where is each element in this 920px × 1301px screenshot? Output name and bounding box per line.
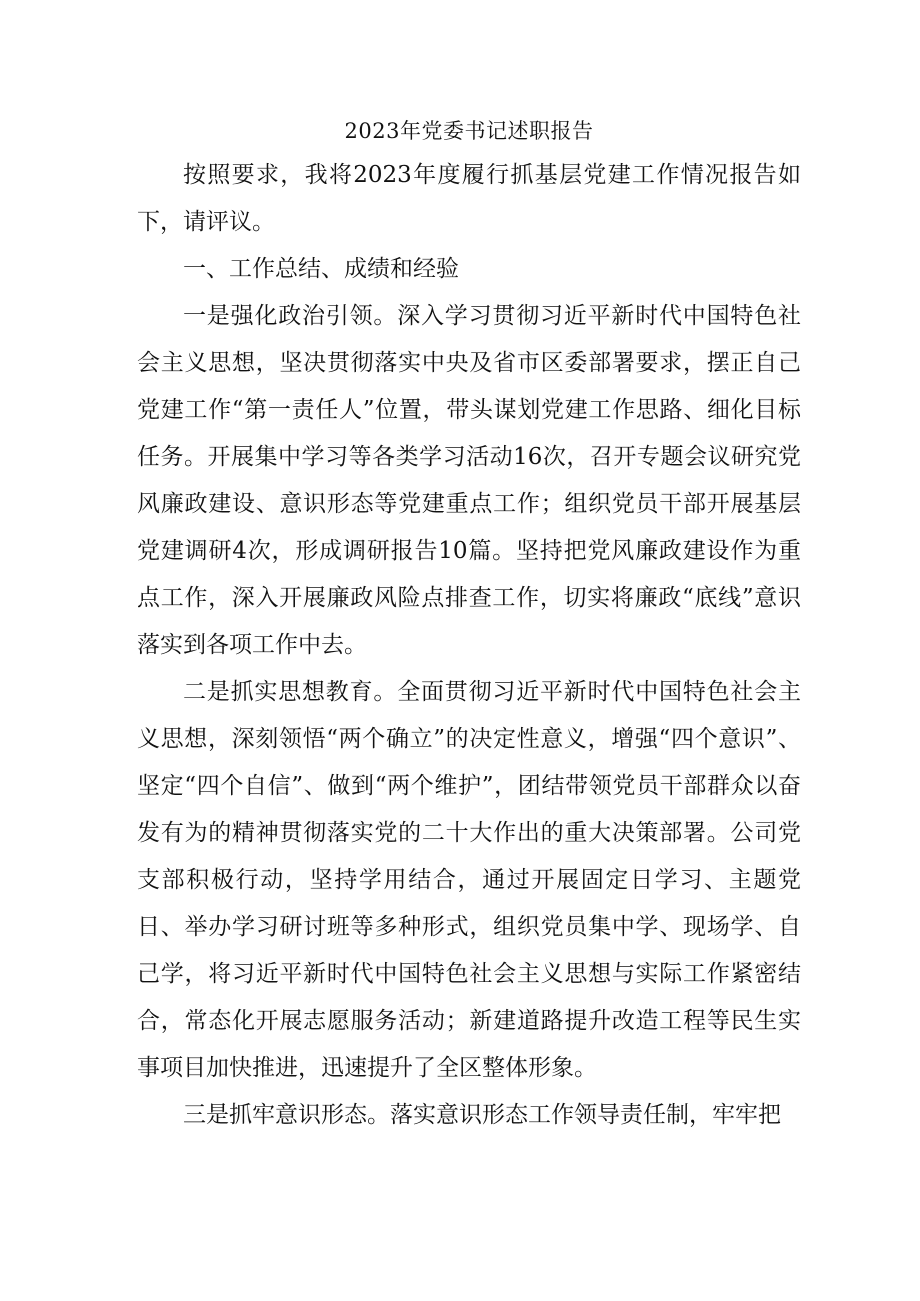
document-title: 2023年党委书记述职报告 <box>344 119 594 143</box>
intro-paragraph: 按照要求，我将2023年度履行抓基层党建工作情况报告如下，请评议。 <box>137 162 801 235</box>
body-paragraph-political-leadership: 一是强化政治引领。深入学习贯彻习近平新时代中国特色社会主义思想，坚决贯彻落实中央及省市区委部署要求，摆正自己党建工作“第一责任人”位置，带头谋划党建工作思路、细化目标任务。开展集中学习等各类学习活动16次，召开专题会议研究党风廉政建设、意识形态等党建重点工作；组织党员干部开展基层党建调研4次，形成调研报告10篇。坚持把党风廉政建设作为重点工作，深入开展廉政风险点排查工作，切实将廉政“底线”意识落实到各项工作中去。 <box>137 303 801 658</box>
body-paragraph-ideological-education: 二是抓实思想教育。全面贯彻习近平新时代中国特色社会主义思想，深刻领悟“两个确立”的决定性意义，增强“四个意识”、坚定“四个自信”、做到“两个维护”，团结带领党员干部群众以奋发有为的精神贯彻落实党的二十大作出的重大决策部署。公司党支部积极行动，坚持学用结合，通过开展固定日学习、主题党日、举办学习研讨班等多种形式，组织党员集中学、现场学、自己学，将习近平新时代中国特色社会主义思想与实际工作紧密结合，常态化开展志愿服务活动；新建道路提升改造工程等民生实事项目加快推进，迅速提升了全区整体形象。 <box>137 679 801 1081</box>
section-heading: 一、工作总结、成绩和经验 <box>183 256 459 282</box>
body-paragraph-ideology-work: 三是抓牢意识形态。落实意识形态工作领导责任制，牢牢把 <box>183 1102 781 1128</box>
document-body <box>137 112 801 1139</box>
